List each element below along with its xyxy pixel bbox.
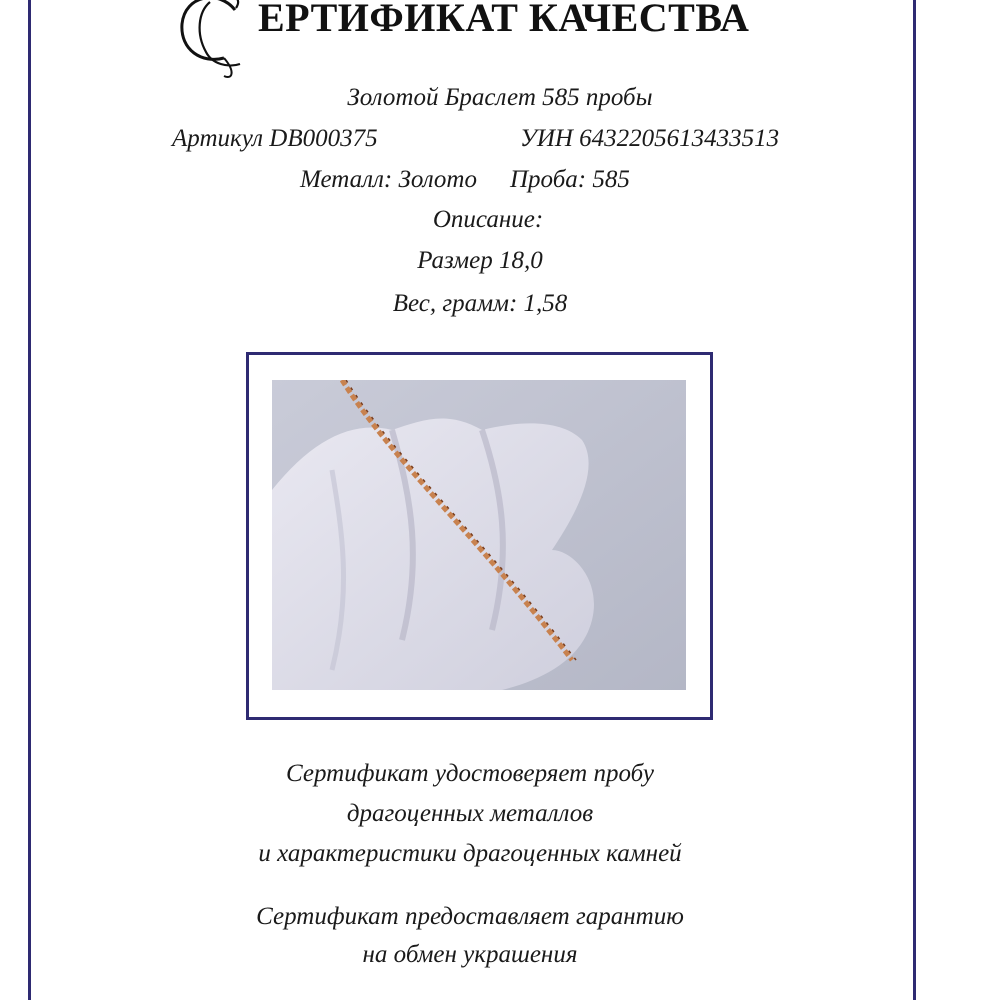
- statement-1-line-1: Сертификат удостоверяет пробу: [286, 760, 654, 787]
- probe-label: Проба: 585: [510, 166, 630, 193]
- statement-2-line-2: на обмен украшения: [362, 941, 578, 968]
- certificate-title: ЕРТИФИКАТ КАЧЕСТВА: [258, 0, 750, 40]
- weight-label: Вес, грамм: 1,58: [392, 290, 568, 317]
- description-label: Описание:: [432, 206, 544, 233]
- size-label: Размер 18,0: [417, 247, 543, 274]
- statement-1-line-2: драгоценных металлов: [346, 800, 594, 827]
- monogram-icon: [140, 0, 270, 82]
- uin-number: УИН 6432205613433513: [520, 125, 780, 152]
- statement-2-line-1: Сертификат предоставляет гарантию: [256, 903, 684, 930]
- product-name: Золотой Браслет 585 пробы: [347, 84, 653, 111]
- bracelet-photo: [272, 380, 686, 690]
- metal-label: Металл: Золото: [300, 166, 477, 193]
- article-number: Артикул DB000375: [172, 125, 378, 152]
- statement-1-line-3: и характеристики драгоценных камней: [258, 840, 682, 867]
